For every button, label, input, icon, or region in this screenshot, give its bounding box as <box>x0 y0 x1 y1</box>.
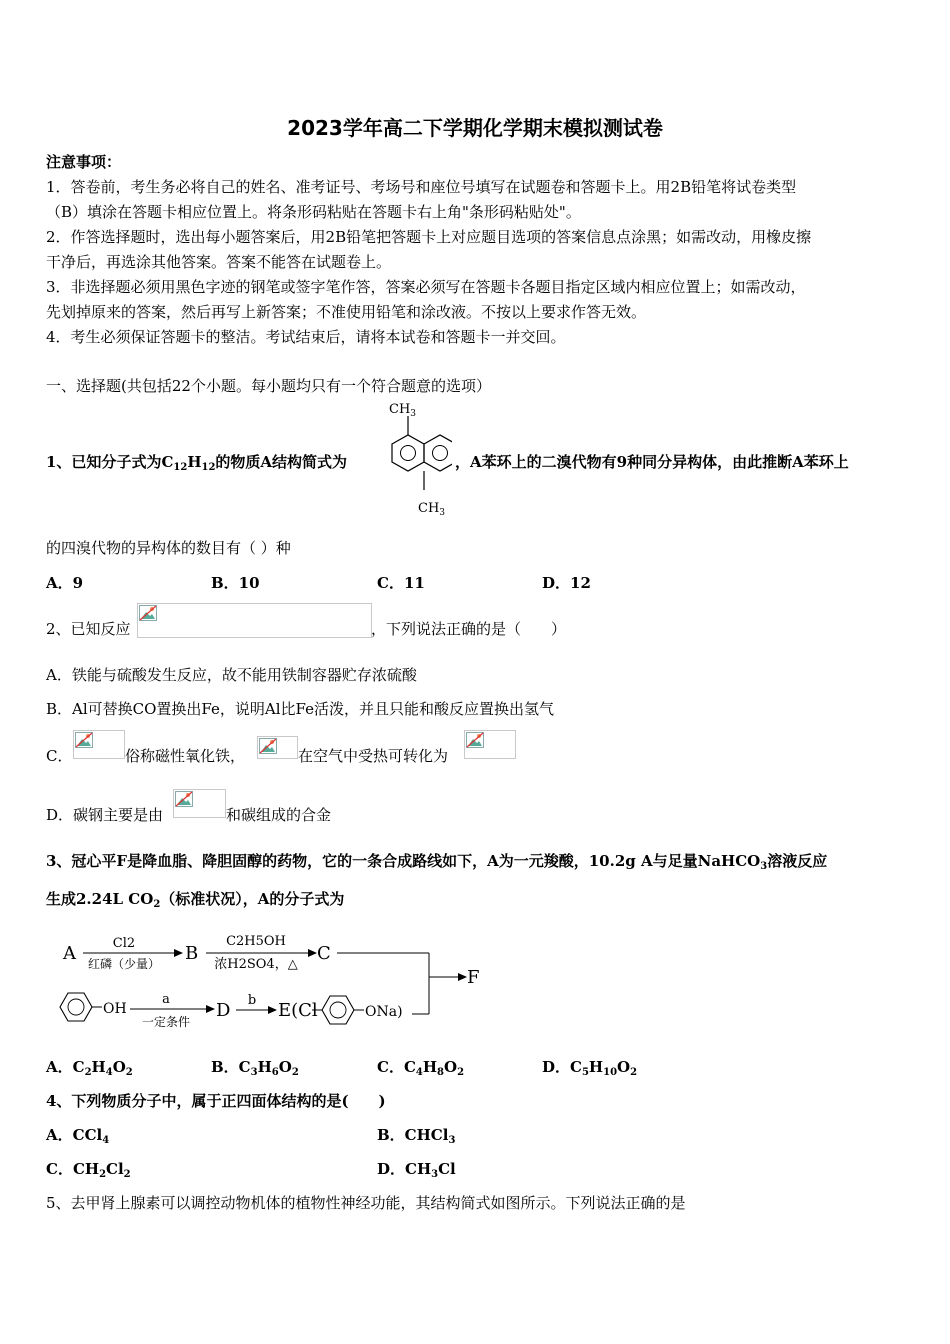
compound-d: D <box>216 1000 231 1021</box>
q3-option-c: C．$C_4H_8O_2$ <box>377 1058 465 1078</box>
dimethylnaphthalene-structure <box>372 398 452 520</box>
q1-stem-cont: ，A苯环上的二溴代物有9种同分异构体，由此推断A苯环上 <box>455 453 849 471</box>
q3-option-d: D．$C_5H_{10}O_2$ <box>542 1058 638 1078</box>
notice-line: （B）填涂在答题卡相应位置上。将条形码粘贴在答题卡右上角"条形码粘贴处"。 <box>46 203 581 221</box>
reagent-red-phosphorus: 红磷（少量） <box>87 957 161 971</box>
broken-image <box>73 730 125 759</box>
q1-option-c: C．11 <box>377 574 425 592</box>
phenol-oh: OH <box>103 1001 127 1017</box>
q4-option-b: B．CHCl$_3$ <box>377 1126 456 1146</box>
q2-option-d-label: D．碳钢主要是由 <box>46 806 164 824</box>
notice-line: 2．作答选择题时，选出每小题答案后，用2B铅笔把答题卡上对应题目选项的答案信息点涂黑；如需改动，用橡皮擦 <box>46 228 812 246</box>
reagent-a: a <box>162 992 170 1007</box>
broken-image-icon <box>259 738 277 754</box>
notice-line: 1．答卷前，考生务必将自己的姓名、准考证号、考场号和座位号填写在试题卷和答题卡上。用2B铅笔将试卷类型 <box>46 178 797 196</box>
notice-heading: 注意事项： <box>46 153 122 171</box>
notice-line: 先划掉原来的答案，然后再写上新答案；不准使用铅笔和涂改液。不按以上要求作答无效。 <box>46 303 647 321</box>
q3-option-a: A．$C_2H_4O_2$ <box>46 1058 133 1078</box>
q2-option-c-label: C． <box>46 747 73 765</box>
q2-option-b: B．Al可替换CO置换出Fe，说明Al比Fe活泼，并且只能和酸反应置换出氢气 <box>46 700 554 718</box>
compound-b: B <box>185 943 199 964</box>
page-title: 2023学年高二下学期化学期末模拟测试卷 <box>287 116 663 140</box>
q4-stem: 4、下列物质分子中，属于正四面体结构的是( ) <box>46 1092 386 1110</box>
q5-stem: 5、去甲肾上腺素可以调控动物机体的植物性神经功能，其结构简式如图所示。下列说法正确的是 <box>46 1194 686 1212</box>
broken-image <box>464 730 516 759</box>
compound-e: E(Cl <box>278 1000 318 1021</box>
q2-option-c-text2: 在空气中受热可转化为 <box>298 747 449 765</box>
q1-option-d: D．12 <box>542 574 591 592</box>
q4-option-d: D．$CH_3Cl$ <box>377 1160 456 1180</box>
q3-stem-line2: 生成2.24L $CO_2$（标准状况），A的分子式为 <box>46 890 345 910</box>
reagent-ethanol: C2H5OH <box>226 934 286 949</box>
ch3-label-top: $CH_3$ <box>389 402 417 419</box>
broken-image-icon <box>466 732 484 748</box>
reagent-conc-sulfuric: 浓H2SO4，△ <box>214 957 298 972</box>
section-heading: 一、选择题(共包括22个小题。每小题均只有一个符合题意的选项） <box>46 377 491 395</box>
ona-group: ONa) <box>365 1004 403 1020</box>
notice-line: 3．非选择题必须用黑色字迹的钢笔或签字笔作答，答案必须写在答题卡各题目指定区域内相应位置上；如需改动， <box>46 278 806 296</box>
compound-c: C <box>317 943 331 964</box>
broken-image-icon <box>75 732 93 748</box>
reagent-b: b <box>247 993 257 1008</box>
broken-image <box>257 736 298 759</box>
broken-image <box>173 789 226 818</box>
q3-stem: 3、冠心平F是降血脂、降胆固醇的药物，它的一条合成路线如下，A为一元羧酸，10.2g A与足量NaHCO$_3$溶液反应 <box>46 852 828 872</box>
q1-option-a: A．9 <box>46 574 84 592</box>
q4-option-c: C．$CH_2Cl_2$ <box>46 1160 131 1180</box>
q2-option-c-text: 俗称磁性氧化铁， <box>125 747 246 765</box>
compound-f: F <box>467 967 480 988</box>
q1-stem: 1、已知分子式为$C_{12}H_{12}$的物质A结构简式为 <box>46 453 348 473</box>
q2-option-a: A．铁能与硫酸发生反应，故不能用铁制容器贮存浓硫酸 <box>46 666 417 684</box>
compound-a: A <box>63 943 76 964</box>
broken-image <box>137 603 372 638</box>
notice-line: 干净后，再选涂其他答案。答案不能答在试题卷上。 <box>46 253 392 271</box>
q1-stem-line2: 的四溴代物的异构体的数目有（ ）种 <box>46 539 291 557</box>
q2-stem: 2、已知反应 <box>46 620 131 638</box>
synthesis-route-scheme <box>56 925 496 1040</box>
reagent-cl2: Cl2 <box>112 936 136 951</box>
reagent-condition: 一定条件 <box>141 1015 191 1029</box>
broken-image-icon <box>139 605 157 621</box>
ch3-label-bottom: $CH_3$ <box>418 501 446 518</box>
q3-option-b: B．$C_3H_6O_2$ <box>211 1058 299 1078</box>
q1-option-b: B．10 <box>211 574 260 592</box>
q4-option-a: A．CCl$_4$ <box>46 1126 110 1146</box>
notice-line: 4．考生必须保证答题卡的整洁。考试结束后，请将本试卷和答题卡一并交回。 <box>46 328 566 346</box>
broken-image-icon <box>175 791 193 807</box>
q2-option-d-text: 和碳组成的合金 <box>226 806 332 824</box>
q2-stem-cont: ，下列说法正确的是（ ） <box>371 620 567 638</box>
